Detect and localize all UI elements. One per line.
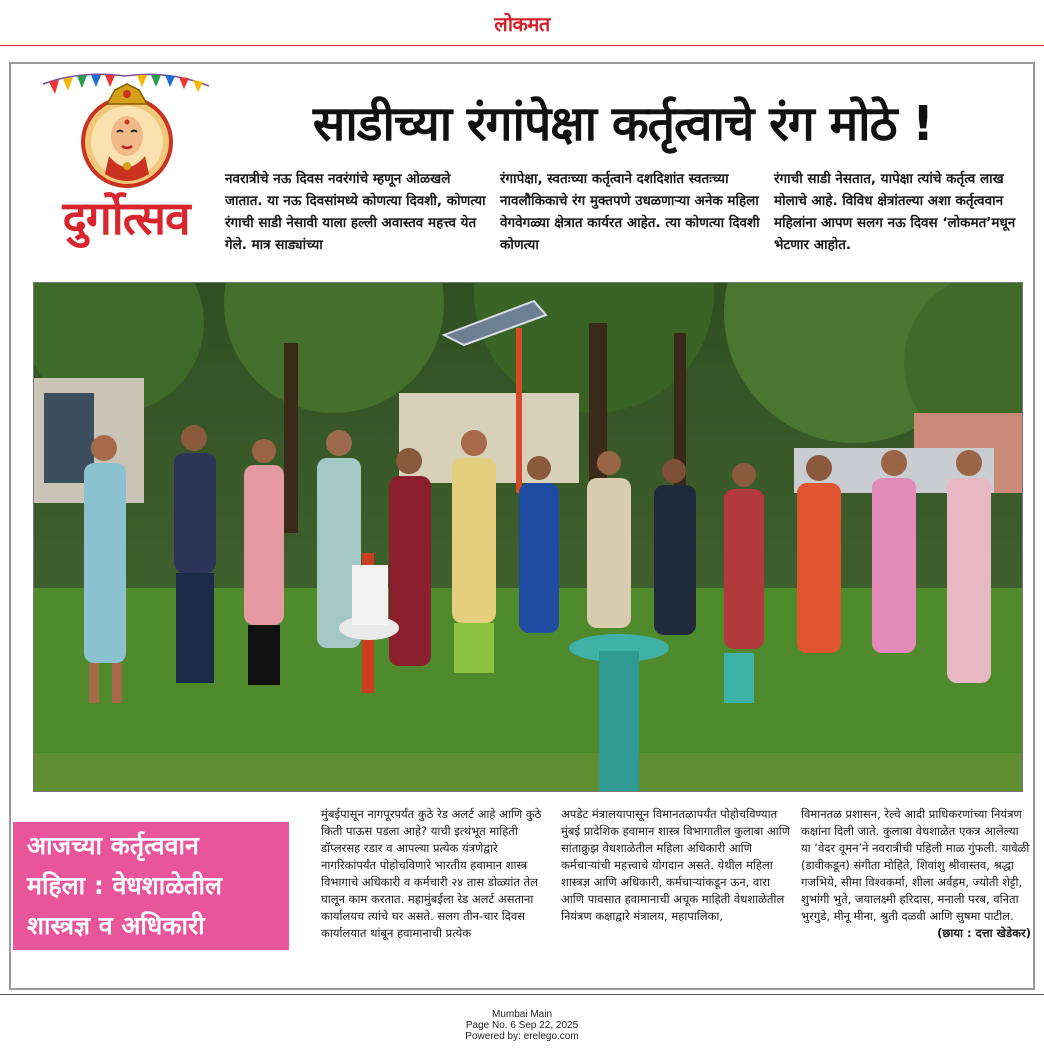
masthead <box>0 0 1044 46</box>
headline: साडीच्या रंगांपेक्षा कर्तृत्वाचे रंग मोठे ! <box>312 96 934 152</box>
intro-column-1: नवरात्रीचे नऊ दिवस नवरंगांचे म्हणून ओळखले जातात. या नऊ दिवसांमध्ये कोणत्या दिवशी, कोणत्या रंगाची साडी नेसावी याला हल्ली अवास्तव महत्त्व येत गेले. मात्र साड्यांच्या <box>225 171 486 253</box>
caption-line-2: महिला : वेधशाळेतील <box>27 871 222 900</box>
group-photo <box>33 282 1023 792</box>
goddess-durga-icon <box>79 82 175 200</box>
body-column-3 <box>801 806 1031 942</box>
lokmat-logo[interactable]: लोकमत <box>494 12 550 36</box>
body-column-2: अपडेट मंत्रालयापासून विमानतळापर्यंत पोहोचविण्यात मुंबई प्रादेशिक हवामान शास्त्र विभागातील कुलाबा आणि सांताक्रुझ वेधशाळेतील महिला अधिकारी आणि कर्मचाऱ्यांची महत्त्वाचे योगदान असते. येथील महिला शास्त्रज्ञ आणि अधिकारी, कर्मचाऱ्यांकडून ऊन, वारा आणि पावसात हवामानाची अचूक माहिती वेधशाळेतील नियंत्रण कक्षाद्वारे मंत्रालय, महापालिका, <box>561 807 791 923</box>
durgotsav-logo <box>41 70 211 265</box>
photo-credit: (छाया : दत्ता खेडेकर) <box>937 926 1031 940</box>
page-footer <box>0 994 1044 1050</box>
powered-by-link[interactable]: Powered by: erelego.com <box>465 1031 579 1042</box>
article-frame <box>9 62 1035 990</box>
intro-column-2: रंगापेक्षा, स्वतःच्या कर्तृत्वाने दशदिशांत स्वतःच्या नावलौकिकाचे रंग मुक्तपणे उधळणाऱ्या अनेक महिला वेगवेगळ्या क्षेत्रात कार्यरत आहेत. त्या कोणत्या दिवशी कोणत्या <box>500 171 760 253</box>
caption-line-3: शास्त्रज्ञ व अधिकारी <box>27 911 205 940</box>
caption-box <box>13 822 289 950</box>
edition-label: Mumbai Main <box>491 1009 553 1020</box>
body-column-1: मुंबईपासून नागपूरपर्यंत कुठे रेड अलर्ट आहे आणि कुठे किती पाऊस पडला आहे? याची इत्थंभूत माहिती डॉप्लरसह रडार व आपल्या प्रत्येक यंत्रणेद्वारे नागरिकांपर्यंत पोहोचविणारे भारतीय हवामान शास्त्र विभागाचे अधिकारी व कर्मचारी २४ तास डोळ्यांत तेल घालून काम करतात. महामुंबईला रेड अलर्ट असताना कार्यालयच त्यांचे घर असते. सलग तीन-चार दिवस कार्यालयात थांबून हवामानाची प्रत्येक <box>321 807 542 940</box>
body-column-3-text: विमानतळ प्रशासन, रेल्वे आदी प्राधिकरणांच्या नियंत्रण कक्षांना दिली जाते. कुलाबा वेधशाळेत एकत्र आलेल्या या ‘वेदर वूमन’ने नवरात्रीची पहिली माळ गुंफली. यावेळी (डावीकडून) संगीता मोहिते, शिवांशु श्रीवास्तव, श्रद्धा गजभिये, सीमा विश्वकर्मा, शीला अर्वहम, ज्योती शेट्टी, शुभांगी भुते, जयालक्ष्मी हरिदास, मनाली परब, वनिता भुरगुडे, मीनू मीना, श्रुती दळवी आणि सुषमा पाटील. <box>801 807 1030 923</box>
caption-line-1: आजच्या कर्तृत्ववान <box>27 831 199 860</box>
group-photo-illustration <box>34 283 1023 792</box>
durgotsav-title: दुर्गोत्सव <box>62 191 190 245</box>
intro-column-3: रंगाची साडी नेसतात, यापेक्षा त्यांचे कर्तृत्व लाख मोलाचे आहे. विविध क्षेत्रांतल्या अशा कर्तृत्ववान महिलांना आपण सलग नऊ दिवस ‘लोकमत’मधून भेटणार आहोत. <box>774 171 1016 253</box>
page-date-label: Page No. 6 Sep 22, 2025 <box>465 1020 579 1031</box>
